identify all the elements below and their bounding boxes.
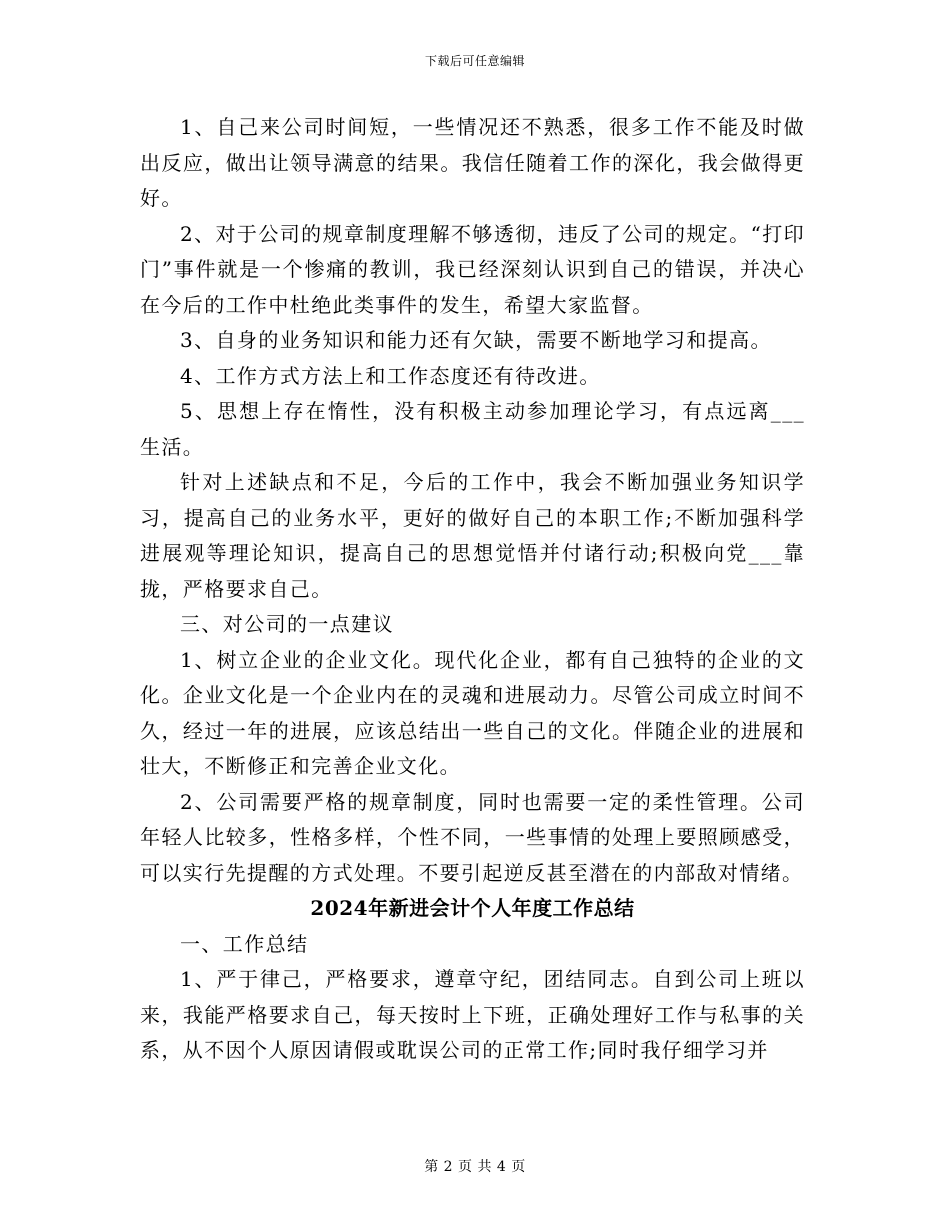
page-footer: 第 2 页 共 4 页 — [424, 1159, 526, 1175]
paragraph-3: 3、自身的业务知识和能力还有欠缺，需要不断地学习和提高。 — [180, 328, 772, 352]
paragraph-2: 2、对于公司的规章制度理解不够透彻，违反了公司的规定。“打印门”事件就是一个惨痛的教训，我已经深刻认识到自己的错误，并决心在今后的工作中杜绝此类事件的发生，希望大家监督。 — [140, 221, 805, 317]
section-title: 2024年新进会计个人年度工作总结 — [310, 896, 635, 920]
paragraph-4: 4、工作方式方法上和工作态度还有待改进。 — [180, 363, 601, 388]
paragraph-1: 1、自己来公司时间短，一些情况还不熟悉，很多工作不能及时做出反应，做出让领导满意的结果。我信任随着工作的深化，我会做得更好。 — [140, 115, 805, 210]
paragraph-7: 1、树立企业的企业文化。现代化企业，都有自己独特的企业的文化。企业文化是一个企业内在的灵魂和进展动力。尽管公司成立时间不久，经过一年的进展，应该总结出一些自己的文化。伴随企业的进展和壮大，不断修正和完善企业文化。 — [140, 647, 805, 778]
paragraph-9: 1、严于律己，严格要求，遵章守纪，团结同志。自到公司上班以来，我能严格要求自己，每天按时上下班，正确处理好工作与私事的关系，从不因个人原因请假或耽误公司的正常工作;同时我仔细学习并 — [140, 967, 805, 1062]
section-heading-work-summary: 一、工作总结 — [180, 931, 309, 956]
paragraph-5: 5、思想上存在惰性，没有积极主动参加理论学习，有点远离___生活。 — [140, 399, 805, 459]
section-heading-suggestions: 三、对公司的一点建议 — [180, 612, 394, 636]
paragraph-6: 针对上述缺点和不足，今后的工作中，我会不断加强业务知识学习，提高自己的业务水平，更好的做好自己的本职工作;不断加强科学进展观等理论知识，提高自己的思想觉悟并付诸行动;积极向党___靠拢，严格要求自己。 — [140, 470, 805, 601]
document-body — [140, 110, 805, 1069]
page-header: 下载后可任意编辑 — [424, 54, 525, 68]
paragraph-8: 2、公司需要严格的规章制度，同时也需要一定的柔性管理。公司年轻人比较多，性格多样，个性不同，一些事情的处理上要照顾感受，可以实行先提醒的方式处理。不要引起逆反甚至潜在的内部敌对情绪。 — [140, 789, 805, 885]
